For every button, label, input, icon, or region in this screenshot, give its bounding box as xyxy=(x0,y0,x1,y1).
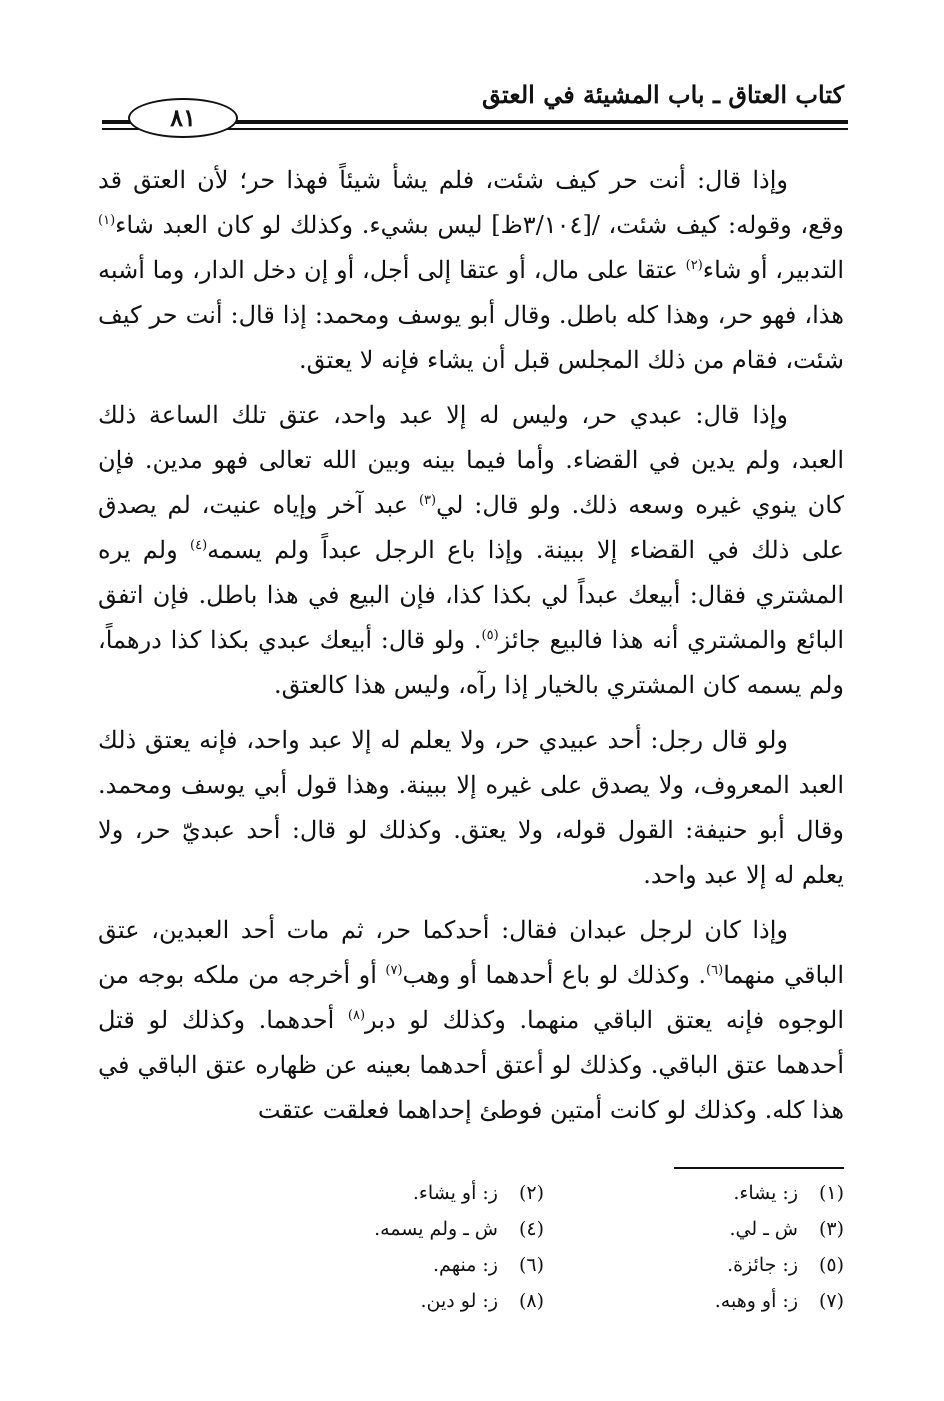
footnote-4: (٤)ش ـ ولم يسمه. xyxy=(374,1218,544,1240)
footnote-ref: (٥) xyxy=(481,628,499,643)
text-run: عبد آخر وإياه عنيت، لم يصدق على ذلك في القضاء إلا ببينة. وإذا باع الرجل عبداً ولم يسمه xyxy=(98,491,844,564)
paragraph-2 xyxy=(98,393,844,708)
footnote-7: (٧)ز: أو وهبه. xyxy=(714,1290,844,1312)
footnote-ref: (٤) xyxy=(190,538,208,553)
text-run: عتقا على مال، أو عتقا إلى أجل، أو إن دخل الدار، وما أشبه هذا، فهو حر، وهذا كله باطل. وقال أبو يوسف ومحمد: إذا قال: أنت حر كيف شئت، فقام من ذلك المجلس قبل أن يشاء فإنه لا يعتق. xyxy=(98,256,844,374)
footnote-ref: (١) xyxy=(98,213,116,228)
footnote-6: (٦)ز: منهم. xyxy=(433,1254,544,1276)
footnote-ref: (٣) xyxy=(418,493,437,508)
text-run: وإذا قال: أنت حر كيف شئت، فلم يشأ شيئاً فهذا حر؛ لأن العتق قد وقع، وقوله: كيف شئت، /[٣/١٠٤ظ] ليس بشيء. وكذلك لو كان العبد شاء xyxy=(98,166,845,239)
footnote-separator xyxy=(674,1167,844,1169)
text-run: التدبير، أو شاء xyxy=(702,256,845,284)
footnote-1: (١)ز: يشاء. xyxy=(733,1182,844,1204)
main-text xyxy=(98,158,844,1143)
text-run: ولو قال رجل: أحد عبيدي حر، ولا يعلم له إلا عبد واحد، فإنه يعتق ذلك العبد المعروف، ولا يصدق على غيره إلا ببينة. وهذا قول أبي يوسف ومحمد. وقال أبو حنيفة: القول قوله، ولا يعتق. وكذلك لو قال: أحد عبديّ حر، ولا يعلم له إلا عبد واحد. xyxy=(98,726,844,889)
footnote-ref: (٢) xyxy=(685,258,703,273)
paragraph-3 xyxy=(98,718,844,898)
running-header-title: كتاب العتاق ـ باب المشيئة في العتق xyxy=(482,80,844,109)
footnotes xyxy=(284,1182,844,1326)
footnote-ref: (٦) xyxy=(706,963,724,978)
text-run: . ولو قال: أبيعك عبدي بكذا كذا درهماً، ولم يسمه كان المشتري بالخيار إذا رآه، وليس هذا كالعتق. xyxy=(98,626,844,699)
text-run: . وكذلك لو باع أحدهما أو وهب xyxy=(402,961,707,989)
text-run: وإذا قال: عبدي حر، وليس له إلا عبد واحد، عتق تلك الساعة ذلك العبد، ولم يدين في القضاء. وأما فيما بينه وبين الله تعالى فهو مدين. فإن كان ينوي غيره وسعه ذلك. ولو قال: لي xyxy=(98,401,844,519)
text-run: وإذا كان لرجل عبدان فقال: أحدكما حر، ثم مات أحد العبدين، عتق الباقي منهما xyxy=(98,916,844,989)
text-run: أحدهما. وكذلك لو قتل أحدهما عتق الباقي. وكذلك لو أعتق أحدهما بعينه عن ظهاره عتق الباقي في هذا كله. وكذلك لو كانت أمتين فوطئ إحداهما فعلقت عتقت xyxy=(98,1006,844,1124)
footnote-2: (٢)ز: أو يشاء. xyxy=(412,1182,544,1204)
footnote-3: (٣)ش ـ لي. xyxy=(729,1218,844,1240)
paragraph-4 xyxy=(98,908,844,1133)
page-number: ٨١ xyxy=(128,98,238,138)
footnote-8: (٨)ز: لو دين. xyxy=(420,1290,544,1312)
footnote-ref: (٧) xyxy=(385,963,403,978)
paragraph-1 xyxy=(98,158,844,383)
text-run: أو أخرجه من ملكه بوجه من الوجوه فإنه يعتق الباقي منهما. وكذلك لو دبر xyxy=(98,961,844,1034)
footnote-5: (٥)ز: جائزة. xyxy=(727,1254,844,1276)
text-run: ولم يره المشتري فقال: أبيعك عبداً لي بكذا كذا، فإن البيع في هذا باطل. فإن اتفق البائع والمشتري أنه هذا فالبيع جائز xyxy=(98,536,844,654)
footnote-ref: (٨) xyxy=(347,1008,366,1023)
